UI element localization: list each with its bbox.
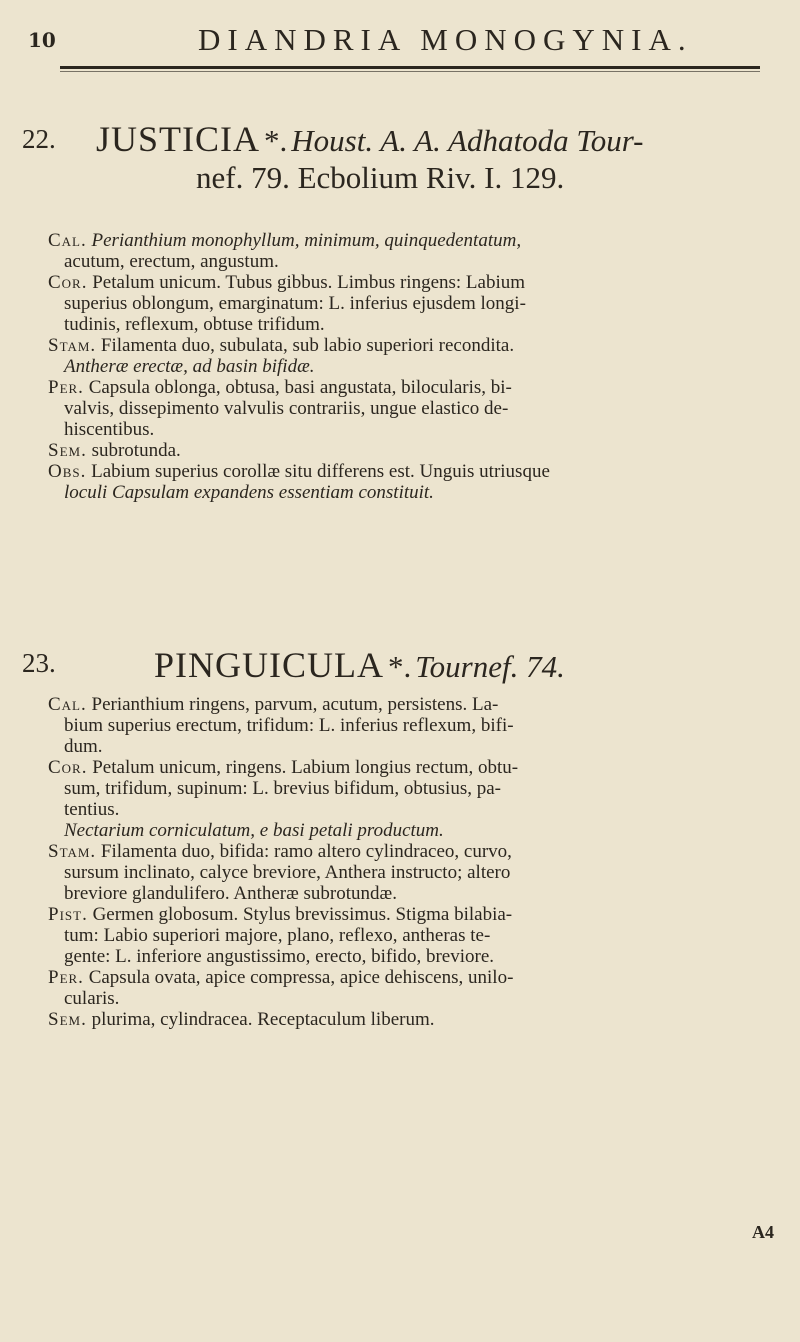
genus-mark: *.	[264, 123, 288, 158]
para-line: Nectarium corniculatum, e basi petali productum.	[64, 820, 444, 841]
para-label: Stam.	[48, 335, 97, 356]
para-label: Sem.	[48, 440, 87, 461]
paragraph-cal	[48, 230, 776, 272]
paragraph-cor	[48, 757, 776, 820]
header-rule	[60, 66, 760, 69]
para-line: Labium superius corollæ situ differens est. Unguis utriusque	[91, 461, 550, 482]
para-line: dum.	[64, 736, 103, 757]
para-line: gente: L. inferiore angustissimo, erecto, bifido, breviore.	[64, 946, 495, 967]
entry-justicia-body	[48, 230, 776, 503]
para-line: Capsula ovata, apice compressa, apice dehiscens, unilo-	[88, 967, 514, 988]
page-number: 10	[28, 28, 56, 52]
paragraph-stam	[48, 841, 776, 904]
para-label: Cor.	[48, 272, 88, 293]
para-line: Petalum unicum. Tubus gibbus. Limbus ringens: Labium	[92, 272, 526, 293]
para-line: hiscentibus.	[64, 419, 155, 440]
para-label: Per.	[48, 967, 84, 988]
entry-number: 23.	[22, 648, 56, 678]
para-line: Germen globosum. Stylus brevissimus. Stigma bilabia-	[92, 904, 513, 925]
para-label: Sem.	[48, 1009, 87, 1030]
para-line: subrotunda.	[91, 440, 181, 461]
entry-pinguicula	[22, 644, 780, 686]
para-line: tudinis, reflexum, obtuse trifidum.	[64, 314, 325, 335]
para-line: loculi Capsulam expandens essentiam constituit.	[64, 482, 434, 503]
para-line: Filamenta duo, subulata, sub labio superiori recondita.	[100, 335, 515, 356]
reference-line-2: nef. 79. Ecbolium Riv. I. 129.	[196, 160, 565, 195]
paragraph-sem	[48, 1009, 776, 1030]
para-line: acutum, erectum, angustum.	[64, 251, 279, 272]
para-line: bium superius erectum, trifidum: L. inferius reflexum, bifi-	[64, 715, 514, 736]
para-label: Cor.	[48, 757, 88, 778]
para-line: Capsula oblonga, obtusa, basi angustata, bilocularis, bi-	[88, 377, 512, 398]
para-line: superius oblongum, emarginatum: L. inferius ejusdem longi-	[64, 293, 526, 314]
para-line: cularis.	[64, 988, 120, 1009]
paragraph-sem	[48, 440, 776, 461]
para-label: Obs.	[48, 461, 87, 482]
paragraph-pist	[48, 904, 776, 967]
paragraph-obs	[48, 461, 776, 503]
para-label: Per.	[48, 377, 84, 398]
page-header	[28, 18, 772, 58]
para-line: tum: Labio superiori majore, plano, reflexo, antheras te-	[64, 925, 491, 946]
para-label: Cal.	[48, 694, 87, 715]
reference-line: Tournef. 74.	[415, 649, 565, 684]
para-line: Petalum unicum, ringens. Labium longius rectum, obtu-	[92, 757, 519, 778]
para-line: plurima, cylindracea. Receptaculum liberum.	[91, 1009, 435, 1030]
paragraph-cal	[48, 694, 776, 757]
para-label: Stam.	[48, 841, 97, 862]
para-line: valvis, dissepimento valvulis contrariis, ungue elastico de-	[64, 398, 509, 419]
printer-signature: A4	[752, 1222, 774, 1242]
entry-heading	[22, 118, 780, 196]
para-line: tentius.	[64, 799, 120, 820]
entry-justicia	[22, 118, 780, 196]
paragraph-nectarium	[48, 820, 776, 841]
paragraph-per	[48, 377, 776, 440]
entry-number: 22.	[22, 124, 56, 154]
entry-heading	[22, 644, 780, 686]
paragraph-cor	[48, 272, 776, 335]
genus-mark: *.	[388, 649, 412, 684]
genus-name: JUSTICIA	[96, 119, 261, 159]
reference-line: Houst. A. A. Adhatoda Tour-	[291, 123, 644, 158]
entry-pinguicula-body	[48, 694, 776, 1030]
para-label: Cal.	[48, 230, 87, 251]
para-line: Filamenta duo, bifida: ramo altero cylindraceo, curvo,	[100, 841, 512, 862]
para-label: Pist.	[48, 904, 88, 925]
running-title: DIANDRIA MONOGYNIA.	[198, 22, 693, 57]
genus-name: PINGUICULA	[154, 645, 384, 685]
paragraph-per	[48, 967, 776, 1009]
para-line: breviore glandulifero. Antheræ subrotundæ.	[64, 883, 397, 904]
para-line: sursum inclinato, calyce breviore, Anthera instructo; altero	[64, 862, 511, 883]
para-line: sum, trifidum, supinum: L. brevius bifidum, obtusius, pa-	[64, 778, 501, 799]
para-line: Perianthium ringens, parvum, acutum, persistens. La-	[91, 694, 499, 715]
paragraph-stam	[48, 335, 776, 377]
header-rule-thin	[60, 71, 760, 72]
para-line: Perianthium monophyllum, minimum, quinquedentatum,	[91, 230, 522, 251]
para-line: Antheræ erectæ, ad basin bifidæ.	[64, 356, 315, 377]
